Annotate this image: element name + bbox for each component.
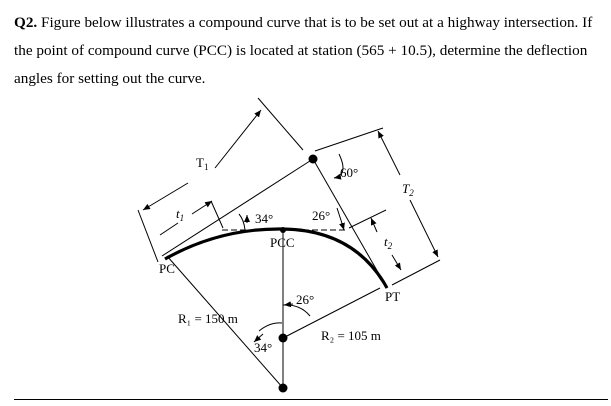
t1-dimension-line-b xyxy=(215,110,261,168)
label-angle-60: 60° xyxy=(340,165,359,180)
t1-extension-pc xyxy=(138,210,158,262)
t2-dimension-line-b xyxy=(410,200,438,257)
label-t1-upper: $T_1$ xyxy=(196,155,209,172)
t2-small-extension xyxy=(349,210,386,228)
pcc-point xyxy=(280,227,286,233)
bottom-rule xyxy=(14,399,608,400)
t2-extension-pt xyxy=(392,260,440,285)
t1-extension-pi xyxy=(258,98,303,150)
label-r2: R₂ = 105 m xyxy=(321,328,381,343)
label-angle-34-top: 34° xyxy=(255,211,274,226)
t1-dimension-line-a xyxy=(143,183,188,210)
t2-small-arrow-up xyxy=(371,218,377,232)
center-point-r2 xyxy=(279,334,288,343)
question-number: Q2. xyxy=(14,14,38,31)
t2-small-arrow-down xyxy=(392,255,401,270)
label-pcc: PCC xyxy=(270,235,295,250)
t2-dimension-line-a xyxy=(378,131,400,175)
label-angle-34-bottom: 34° xyxy=(254,340,273,355)
angle-arc-34-bottom xyxy=(259,323,282,331)
t1-small-arrow-left xyxy=(160,223,178,235)
label-pc: PC xyxy=(159,261,175,276)
angle-arrow-26-bottom xyxy=(284,304,293,305)
label-t1-lower: $t_1$ xyxy=(176,206,185,223)
angle-arc-34-top xyxy=(239,214,245,230)
label-angle-26-top: 26° xyxy=(312,208,331,223)
label-t2-lower: $t_2$ xyxy=(384,234,393,251)
t1-small-arrow-right xyxy=(192,201,212,214)
pi-point xyxy=(309,155,318,164)
label-r1: R₁ = 150 m xyxy=(178,311,238,326)
center-point-r1 xyxy=(279,384,288,393)
t2-extension-pi xyxy=(315,128,383,151)
label-t2-upper: $T_2$ xyxy=(402,181,414,198)
label-angle-26-bottom: 26° xyxy=(296,292,315,307)
question-body: Figure below illustrates a compound curve that is to be set out at a highway intersection. If the point of compound curve (PCC) is located at station (565 + 10.5), determine the deflection angles for setting out the curve. xyxy=(14,14,593,87)
label-pt: PT xyxy=(385,289,401,304)
